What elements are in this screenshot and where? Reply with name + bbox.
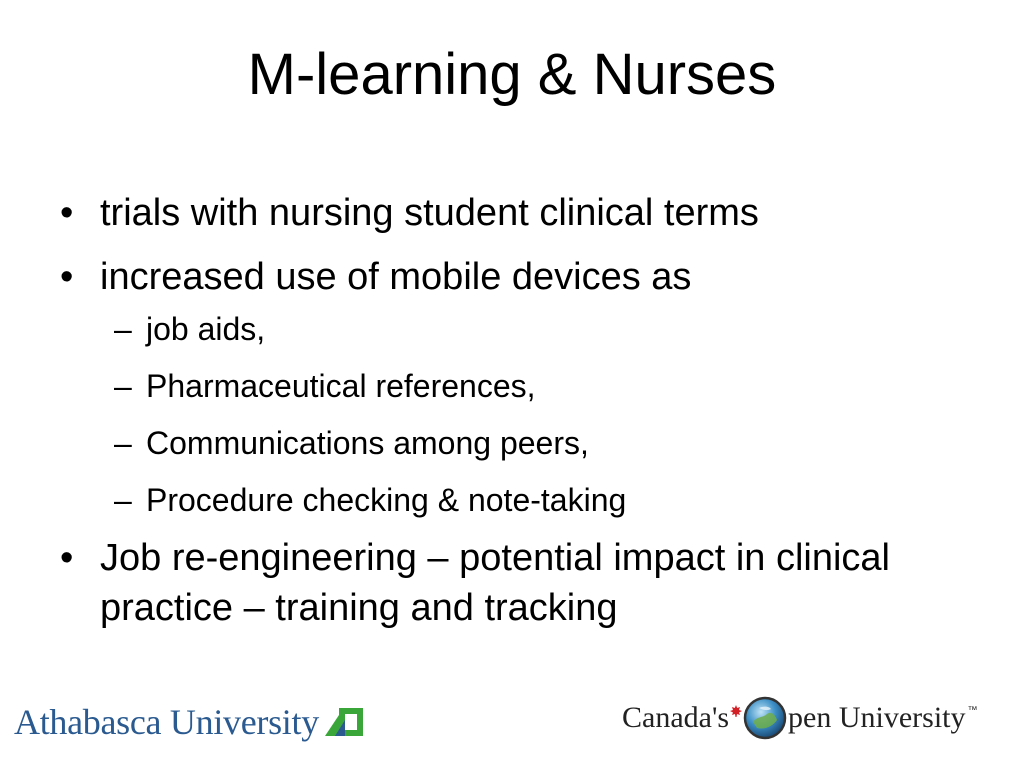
bullet-item: [60, 533, 920, 633]
bullet-list: [60, 188, 960, 647]
sub-bullet-text: job aids,: [146, 311, 266, 347]
sub-bullet-item: [60, 422, 960, 464]
bullet-item: [60, 252, 960, 302]
dash-glyph: –: [114, 311, 132, 347]
bullet-text: increased use of mobile devices as: [100, 256, 692, 298]
trademark-mark: ™: [967, 704, 978, 716]
dash-glyph: –: [114, 482, 132, 518]
sub-bullet-text: Pharmaceutical references,: [146, 368, 536, 404]
bullet-text: Job re-engineering – potential impact in clinical practice – training and tracking: [100, 537, 891, 629]
bullet-glyph: •: [60, 256, 74, 298]
athabasca-logo-text: Athabasca University: [14, 702, 319, 742]
sub-bullet-item: [60, 308, 960, 350]
canadas-open-university-logo: [622, 690, 978, 746]
cou-prefix-text: Canada's: [622, 701, 730, 734]
bullet-glyph: •: [60, 192, 74, 234]
slide-title: M-learning & Nurses: [247, 42, 777, 107]
athabasca-mark-icon: [325, 704, 365, 740]
sub-bullet-text: Communications among peers,: [146, 425, 589, 461]
sub-bullet-item: [60, 479, 960, 521]
sub-bullet-item: [60, 365, 960, 407]
dash-glyph: –: [114, 368, 132, 404]
athabasca-logo: [14, 700, 365, 744]
bullet-glyph: •: [60, 537, 74, 579]
cou-suffix-text: pen University: [788, 701, 966, 734]
bullet-text: trials with nursing student clinical terms: [100, 192, 759, 234]
dash-glyph: –: [114, 425, 132, 461]
sub-bullet-text: Procedure checking & note-taking: [146, 482, 627, 518]
globe-icon: [743, 696, 787, 740]
maple-leaf-icon: [730, 705, 742, 717]
bullet-item: [60, 188, 960, 238]
